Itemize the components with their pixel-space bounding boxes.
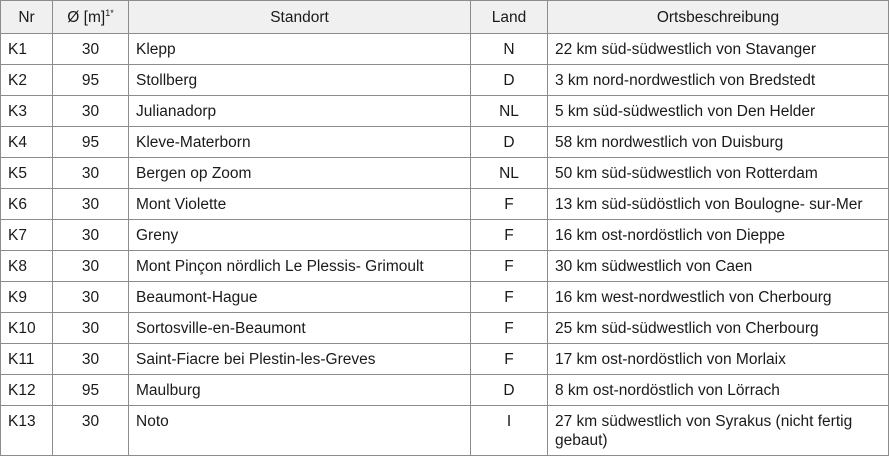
cell-standort: Sortosville-en-Beaumont — [129, 313, 471, 344]
table-row — [1, 189, 889, 220]
cell-land: D — [471, 127, 548, 158]
table-row — [1, 251, 889, 282]
cell-ortsbeschreibung: 50 km süd-südwestlich von Rotterdam — [548, 158, 889, 189]
cell-land: I — [471, 406, 548, 456]
cell-land: F — [471, 344, 548, 375]
cell-standort: Mont Pinçon nördlich Le Plessis- Grimoult — [129, 251, 471, 282]
cell-diameter: 30 — [53, 158, 129, 189]
cell-nr: K10 — [1, 313, 53, 344]
cell-nr: K4 — [1, 127, 53, 158]
cell-ortsbeschreibung: 58 km nordwestlich von Duisburg — [548, 127, 889, 158]
table-row — [1, 282, 889, 313]
cell-standort: Greny — [129, 220, 471, 251]
cell-ortsbeschreibung: 25 km süd-südwestlich von Cherbourg — [548, 313, 889, 344]
cell-land: D — [471, 65, 548, 96]
cell-land: F — [471, 251, 548, 282]
cell-diameter: 30 — [53, 96, 129, 127]
cell-nr: K6 — [1, 189, 53, 220]
cell-standort: Mont Violette — [129, 189, 471, 220]
cell-standort: Kleve-Materborn — [129, 127, 471, 158]
cell-standort: Stollberg — [129, 65, 471, 96]
cell-nr: K7 — [1, 220, 53, 251]
cell-nr: K8 — [1, 251, 53, 282]
table-row — [1, 406, 889, 456]
cell-ortsbeschreibung: 13 km süd-südöstlich von Boulogne- sur-Mer — [548, 189, 889, 220]
cell-ortsbeschreibung: 22 km süd-südwestlich von Stavanger — [548, 34, 889, 65]
cell-diameter: 30 — [53, 251, 129, 282]
cell-ortsbeschreibung: 30 km südwestlich von Caen — [548, 251, 889, 282]
cell-diameter: 30 — [53, 282, 129, 313]
table-row — [1, 127, 889, 158]
cell-ortsbeschreibung: 27 km südwestlich von Syrakus (nicht fertig gebaut) — [548, 406, 889, 456]
cell-ortsbeschreibung: 16 km west-nordwestlich von Cherbourg — [548, 282, 889, 313]
header-standort: Standort — [129, 1, 471, 34]
cell-standort: Bergen op Zoom — [129, 158, 471, 189]
header-land: Land — [471, 1, 548, 34]
cell-land: NL — [471, 158, 548, 189]
header-row — [1, 1, 889, 34]
cell-ortsbeschreibung: 5 km süd-südwestlich von Den Helder — [548, 96, 889, 127]
cell-diameter: 95 — [53, 65, 129, 96]
table-row — [1, 220, 889, 251]
cell-ortsbeschreibung: 17 km ost-nordöstlich von Morlaix — [548, 344, 889, 375]
cell-ortsbeschreibung: 8 km ost-nordöstlich von Lörrach — [548, 375, 889, 406]
cell-diameter: 95 — [53, 375, 129, 406]
cell-diameter: 30 — [53, 344, 129, 375]
cell-diameter: 30 — [53, 220, 129, 251]
header-ortsbeschreibung: Ortsbeschreibung — [548, 1, 889, 34]
cell-diameter: 30 — [53, 189, 129, 220]
header-diameter: Ø $[m]^{1*}$ — [53, 1, 129, 34]
cell-land: F — [471, 282, 548, 313]
cell-diameter: 30 — [53, 406, 129, 456]
table-row — [1, 158, 889, 189]
cell-nr: K3 — [1, 96, 53, 127]
table-row — [1, 96, 889, 127]
cell-ortsbeschreibung: 16 km ost-nordöstlich von Dieppe — [548, 220, 889, 251]
table-row — [1, 344, 889, 375]
table-row — [1, 34, 889, 65]
cell-nr: K9 — [1, 282, 53, 313]
cell-standort: Klepp — [129, 34, 471, 65]
cell-nr: K1 — [1, 34, 53, 65]
header-diameter-footnote: 1* — [105, 7, 114, 18]
cell-land: NL — [471, 96, 548, 127]
cell-diameter: 30 — [53, 313, 129, 344]
cell-land: F — [471, 313, 548, 344]
cell-standort: Beaumont-Hague — [129, 282, 471, 313]
cell-nr: K5 — [1, 158, 53, 189]
cell-standort: Maulburg — [129, 375, 471, 406]
cell-nr: K2 — [1, 65, 53, 96]
cell-land: N — [471, 34, 548, 65]
cell-diameter: 30 — [53, 34, 129, 65]
cell-standort: Julianadorp — [129, 96, 471, 127]
table-row — [1, 313, 889, 344]
cell-nr: K11 — [1, 344, 53, 375]
header-nr: Nr — [1, 1, 53, 34]
cell-nr: K12 — [1, 375, 53, 406]
table-header — [1, 1, 889, 34]
cell-land: D — [471, 375, 548, 406]
cell-ortsbeschreibung: 3 km nord-nordwestlich von Bredstedt — [548, 65, 889, 96]
cell-land: F — [471, 189, 548, 220]
cell-standort: Noto — [129, 406, 471, 456]
cell-standort: Saint-Fiacre bei Plestin-les-Greves — [129, 344, 471, 375]
table-row — [1, 375, 889, 406]
cell-land: F — [471, 220, 548, 251]
table-body — [1, 34, 889, 456]
table-row — [1, 65, 889, 96]
cell-diameter: 95 — [53, 127, 129, 158]
cell-nr: K13 — [1, 406, 53, 456]
